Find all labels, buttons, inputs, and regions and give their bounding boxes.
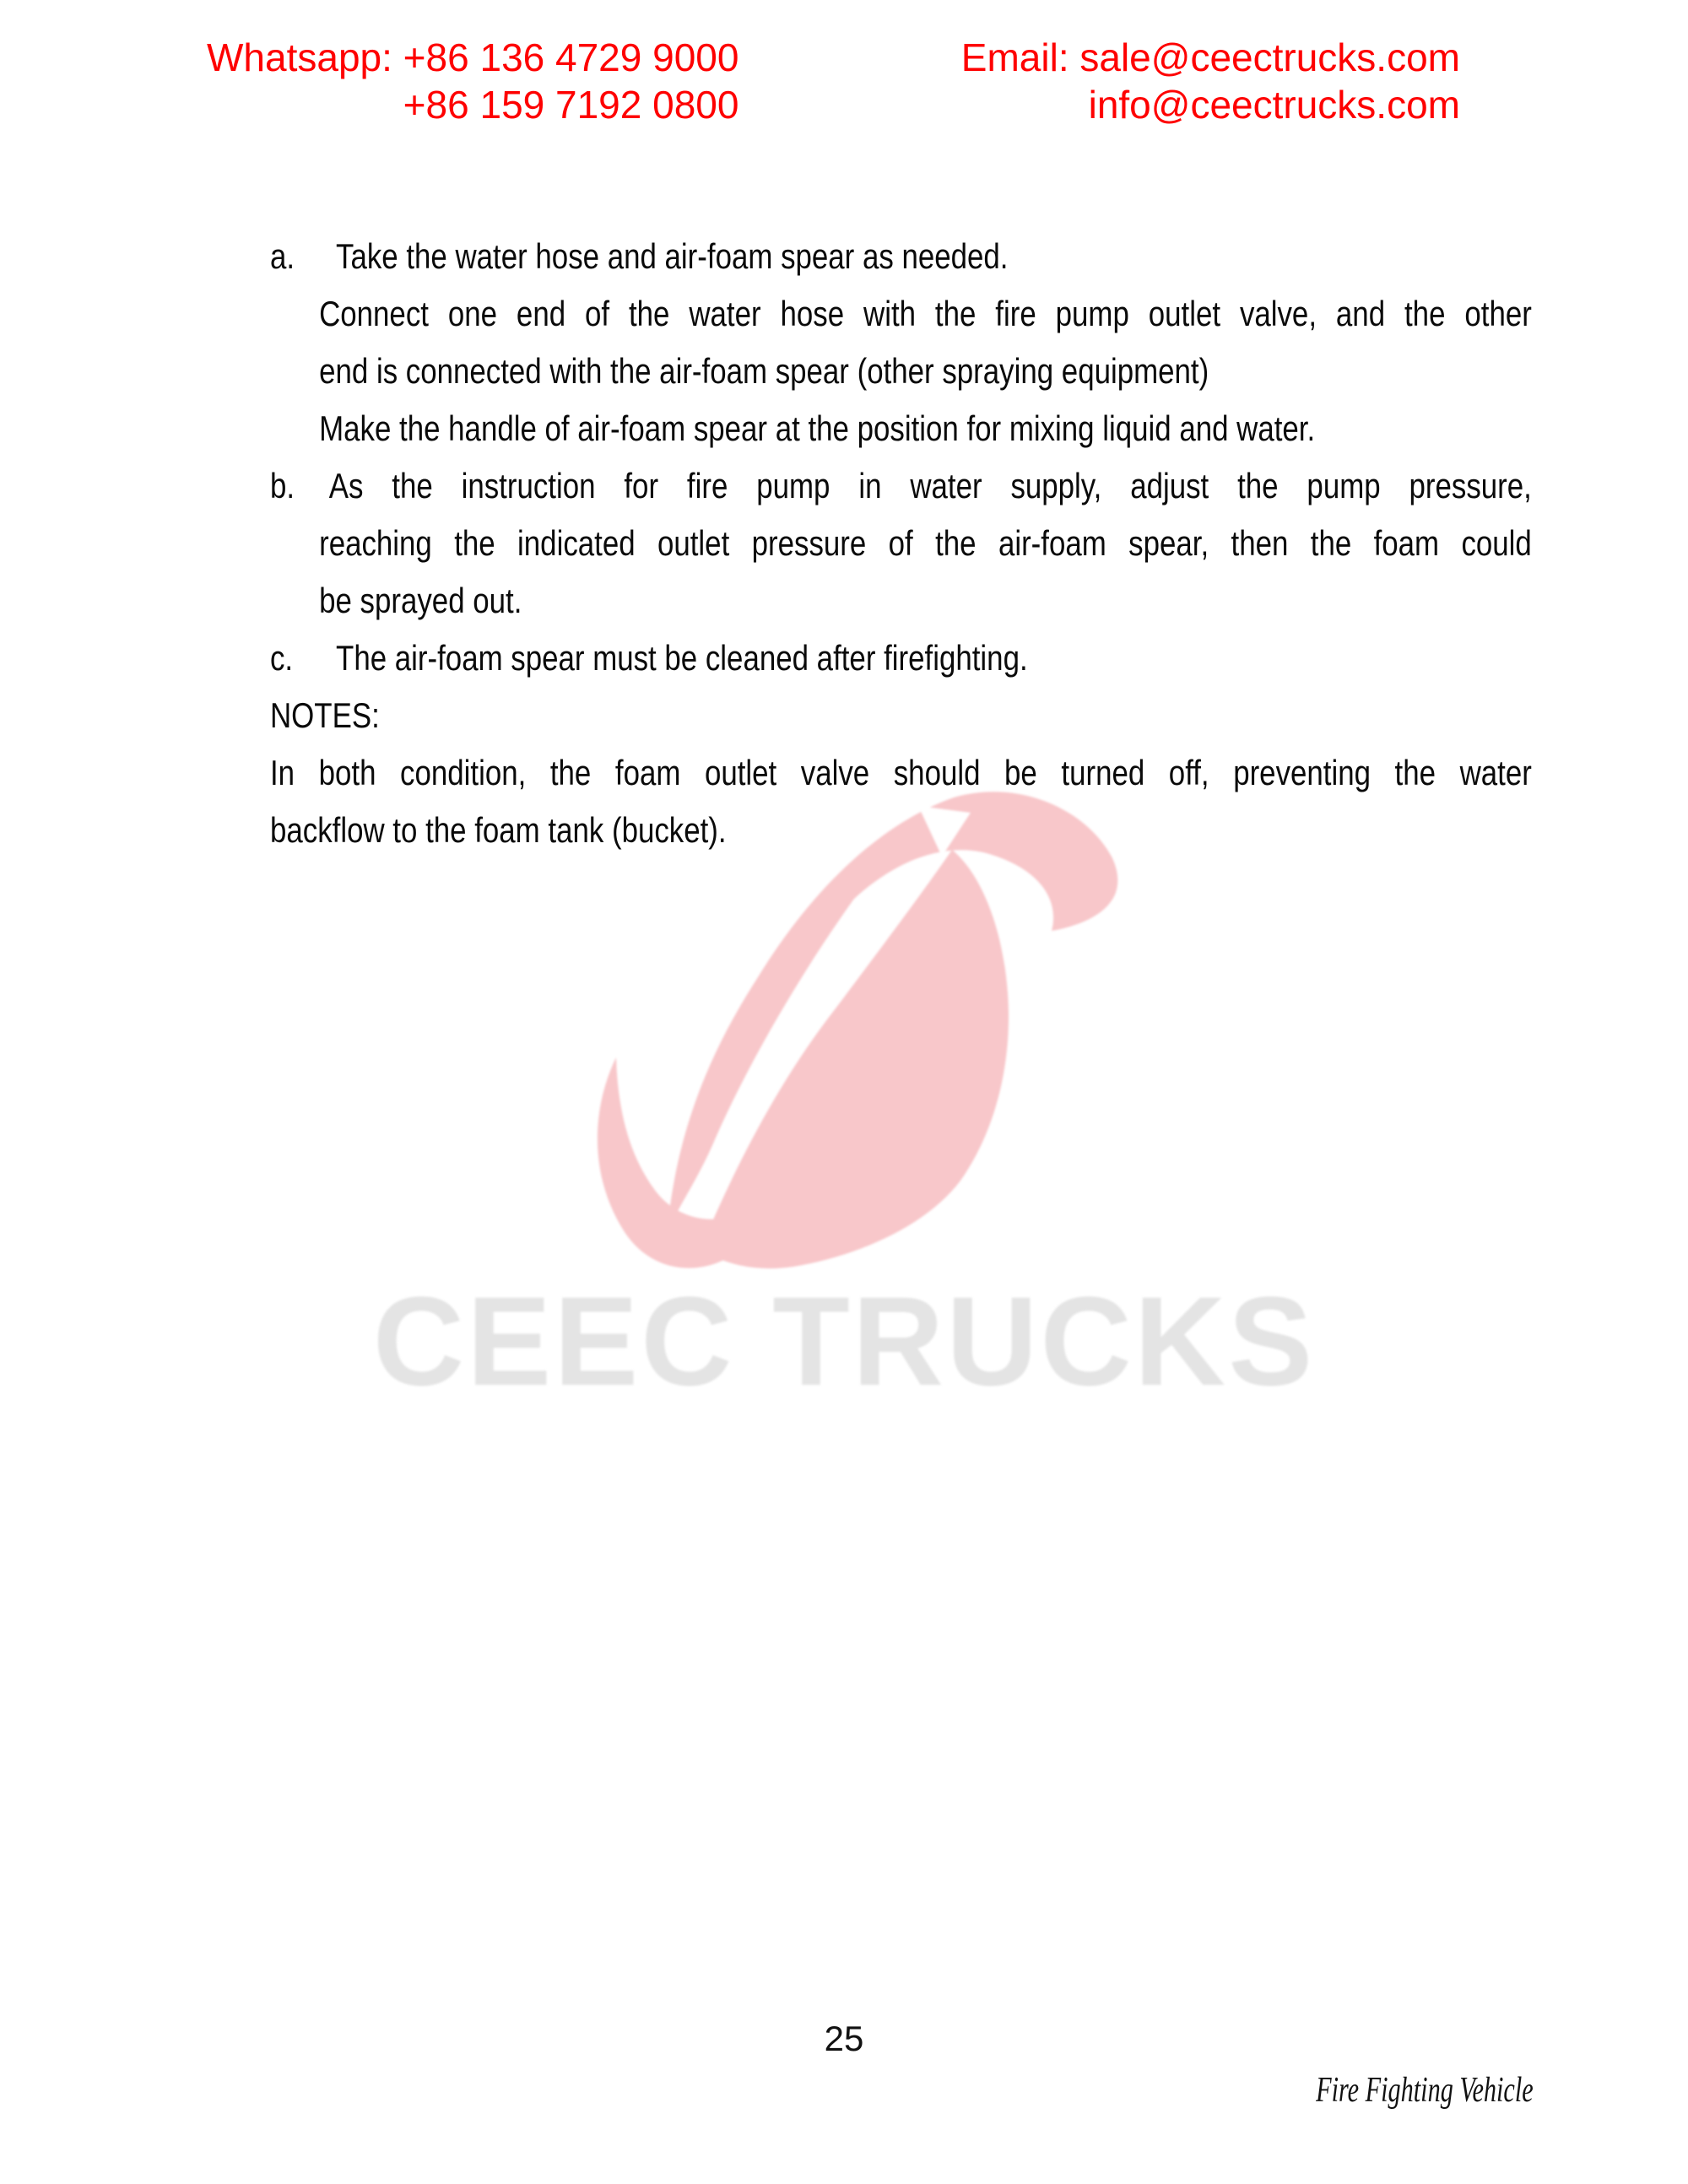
whatsapp-line-1: Whatsapp: +86 136 4729 9000 [207,35,739,79]
body-line [270,744,1532,802]
list-label-a: a. [270,236,295,276]
body-line [270,228,1532,285]
body-line [270,343,1532,400]
whatsapp-line-2: +86 159 7192 0800 [403,83,739,127]
page-number: 25 [824,2019,864,2058]
body-line-text: As the instruction for fire pump in water supply, adjust the pump pressure, [328,466,1532,505]
body-line-text: Connect one end of the water hose with the fire pump outlet valve, and the other [319,294,1532,333]
body-line [270,400,1532,457]
body-line [270,572,1532,630]
footer-doc-title [1231,2072,1534,2109]
body-line-text: Take the water hose and air-foam spear as needed. [336,236,1009,276]
body-line [270,802,1532,859]
body-text [270,228,1532,859]
body-line-text: be sprayed out. [319,581,522,620]
body-line [270,457,1532,515]
body-line [270,630,1532,687]
footer-doc-title-text: Fire Fighting Vehicle [1316,2071,1534,2110]
email-line-1: Email: sale@ceectrucks.com [960,35,1460,79]
body-line-text: backflow to the foam tank (bucket). [270,810,727,850]
watermark-brand-text: CEEC TRUCKS [372,1270,1316,1412]
body-line-text: end is connected with the air-foam spear (other spraying equipment) [319,351,1209,391]
body-line notes-heading [270,687,1532,744]
body-line [270,285,1532,343]
body-line [270,515,1532,572]
list-label-b: b. [270,466,295,505]
body-line-text: Make the handle of air-foam spear at the position for mixing liquid and water. [319,408,1316,448]
body-line-text: In both condition, the foam outlet valve should be turned off, preventing the water [270,753,1532,792]
notes-heading: NOTES: [270,695,380,735]
body-line-text: The air-foam spear must be cleaned after firefighting. [336,638,1028,678]
email-line-2: info@ceectrucks.com [1088,83,1460,127]
list-label-c: c. [270,638,294,678]
body-line-text: reaching the indicated outlet pressure of the air-foam spear, then the foam could [319,523,1532,563]
